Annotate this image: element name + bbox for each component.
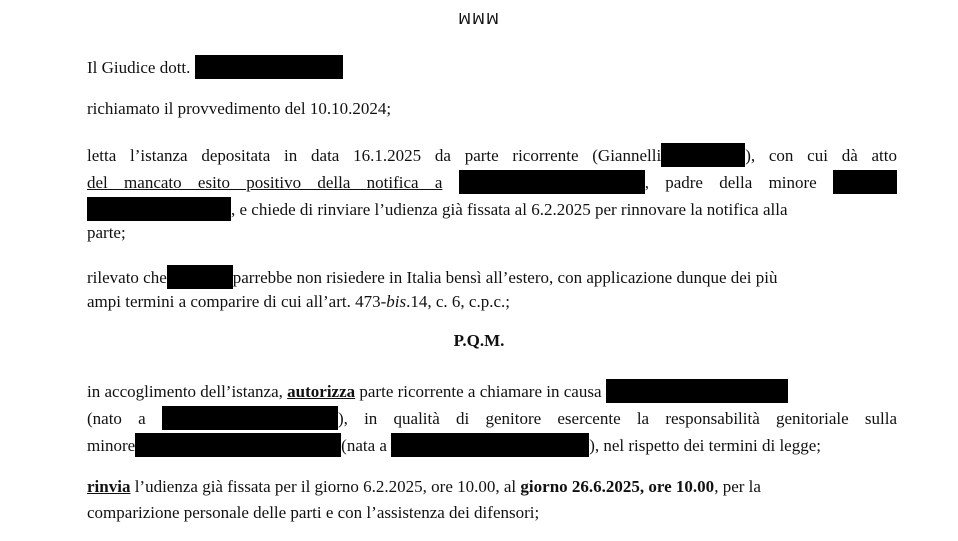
text-segment: ), in qualità di genitore esercente la responsabilità genitoriale sulla <box>337 409 898 428</box>
paragraph-richiamato: richiamato il provvedimento del 10.10.2024; <box>87 99 392 118</box>
text-segment: parte ricorrente a chiamare in causa <box>359 382 602 401</box>
redaction-minor-surname <box>87 197 231 221</box>
paragraph-accoglimento-line-1 <box>87 379 897 403</box>
judge-prefix: Il Giudice dott. <box>87 58 191 77</box>
text-autorizza: autorizza <box>287 382 356 401</box>
paragraph-rinvia-line-1 <box>87 477 897 497</box>
text-segment: (nato a <box>87 409 146 428</box>
paragraph-letta-line-3 <box>87 197 897 221</box>
paragraph-accoglimento-line-2 <box>87 406 897 430</box>
text-segment: del mancato esito positivo della notifica a <box>87 173 443 192</box>
text-segment: letta l’istanza depositata in data 16.1.2025 da parte ricorrente (Giannelli <box>87 146 662 165</box>
paragraph-accoglimento-line-3 <box>87 433 897 457</box>
pqm-heading: P.Q.M. <box>453 331 505 350</box>
redaction-father-name <box>459 170 645 194</box>
text-segment: , padre della minore <box>644 173 817 192</box>
text-segment: , per la <box>714 477 761 496</box>
paragraph-rilevato-line-2 <box>87 292 897 312</box>
redaction-minor-birthplace <box>391 433 589 457</box>
paragraph-rilevato-line-1 <box>87 265 897 289</box>
paragraph-letta-line-1 <box>87 143 897 167</box>
paragraph-letta-line-2 <box>87 170 897 194</box>
paragraph-rinvia-line-2: comparizione personale delle parti e con l’assistenza dei difensori; <box>87 503 540 522</box>
redaction-surname <box>661 143 745 167</box>
text-segment: l’udienza già fissata per il giorno 6.2.2025, ore 10.00, al <box>134 477 517 496</box>
text-segment: rilevato che <box>87 268 167 287</box>
redaction-minor-fullname <box>135 433 341 457</box>
redaction-person-name <box>167 265 233 289</box>
text-segment: ), nel rispetto dei termini di legge; <box>589 436 821 455</box>
text-segment: ampi termini a comparire di cui all’art. 473- <box>87 292 387 311</box>
text-new-date: giorno 26.6.2025, ore 10.00 <box>520 477 715 496</box>
text-segment: ), con cui dà atto <box>745 146 898 165</box>
judge-line <box>87 55 897 79</box>
text-segment: in accoglimento dell’istanza, <box>87 382 283 401</box>
redaction-birthplace <box>162 406 338 430</box>
text-segment: .14, c. 6, c.p.c.; <box>406 292 510 311</box>
text-segment: , e chiede di rinviare l’udienza già fissata al 6.2.2025 per rinnovare la notifica alla <box>231 200 788 219</box>
text-segment: parrebbe non risiedere in Italia bensì all’estero, con applicazione dunque dei più <box>232 268 778 287</box>
header-ornament: ꟽꟽꟽ <box>458 10 500 28</box>
text-italic-bis: bis <box>386 292 407 311</box>
text-segment: (nata a <box>341 436 387 455</box>
paragraph-letta-line-4: parte; <box>87 223 126 242</box>
text-rinvia: rinvia <box>87 477 131 496</box>
redaction-judge-name <box>195 55 343 79</box>
redaction-party-name <box>606 379 788 403</box>
text-segment: minore <box>87 436 136 455</box>
redaction-minor-name <box>833 170 897 194</box>
